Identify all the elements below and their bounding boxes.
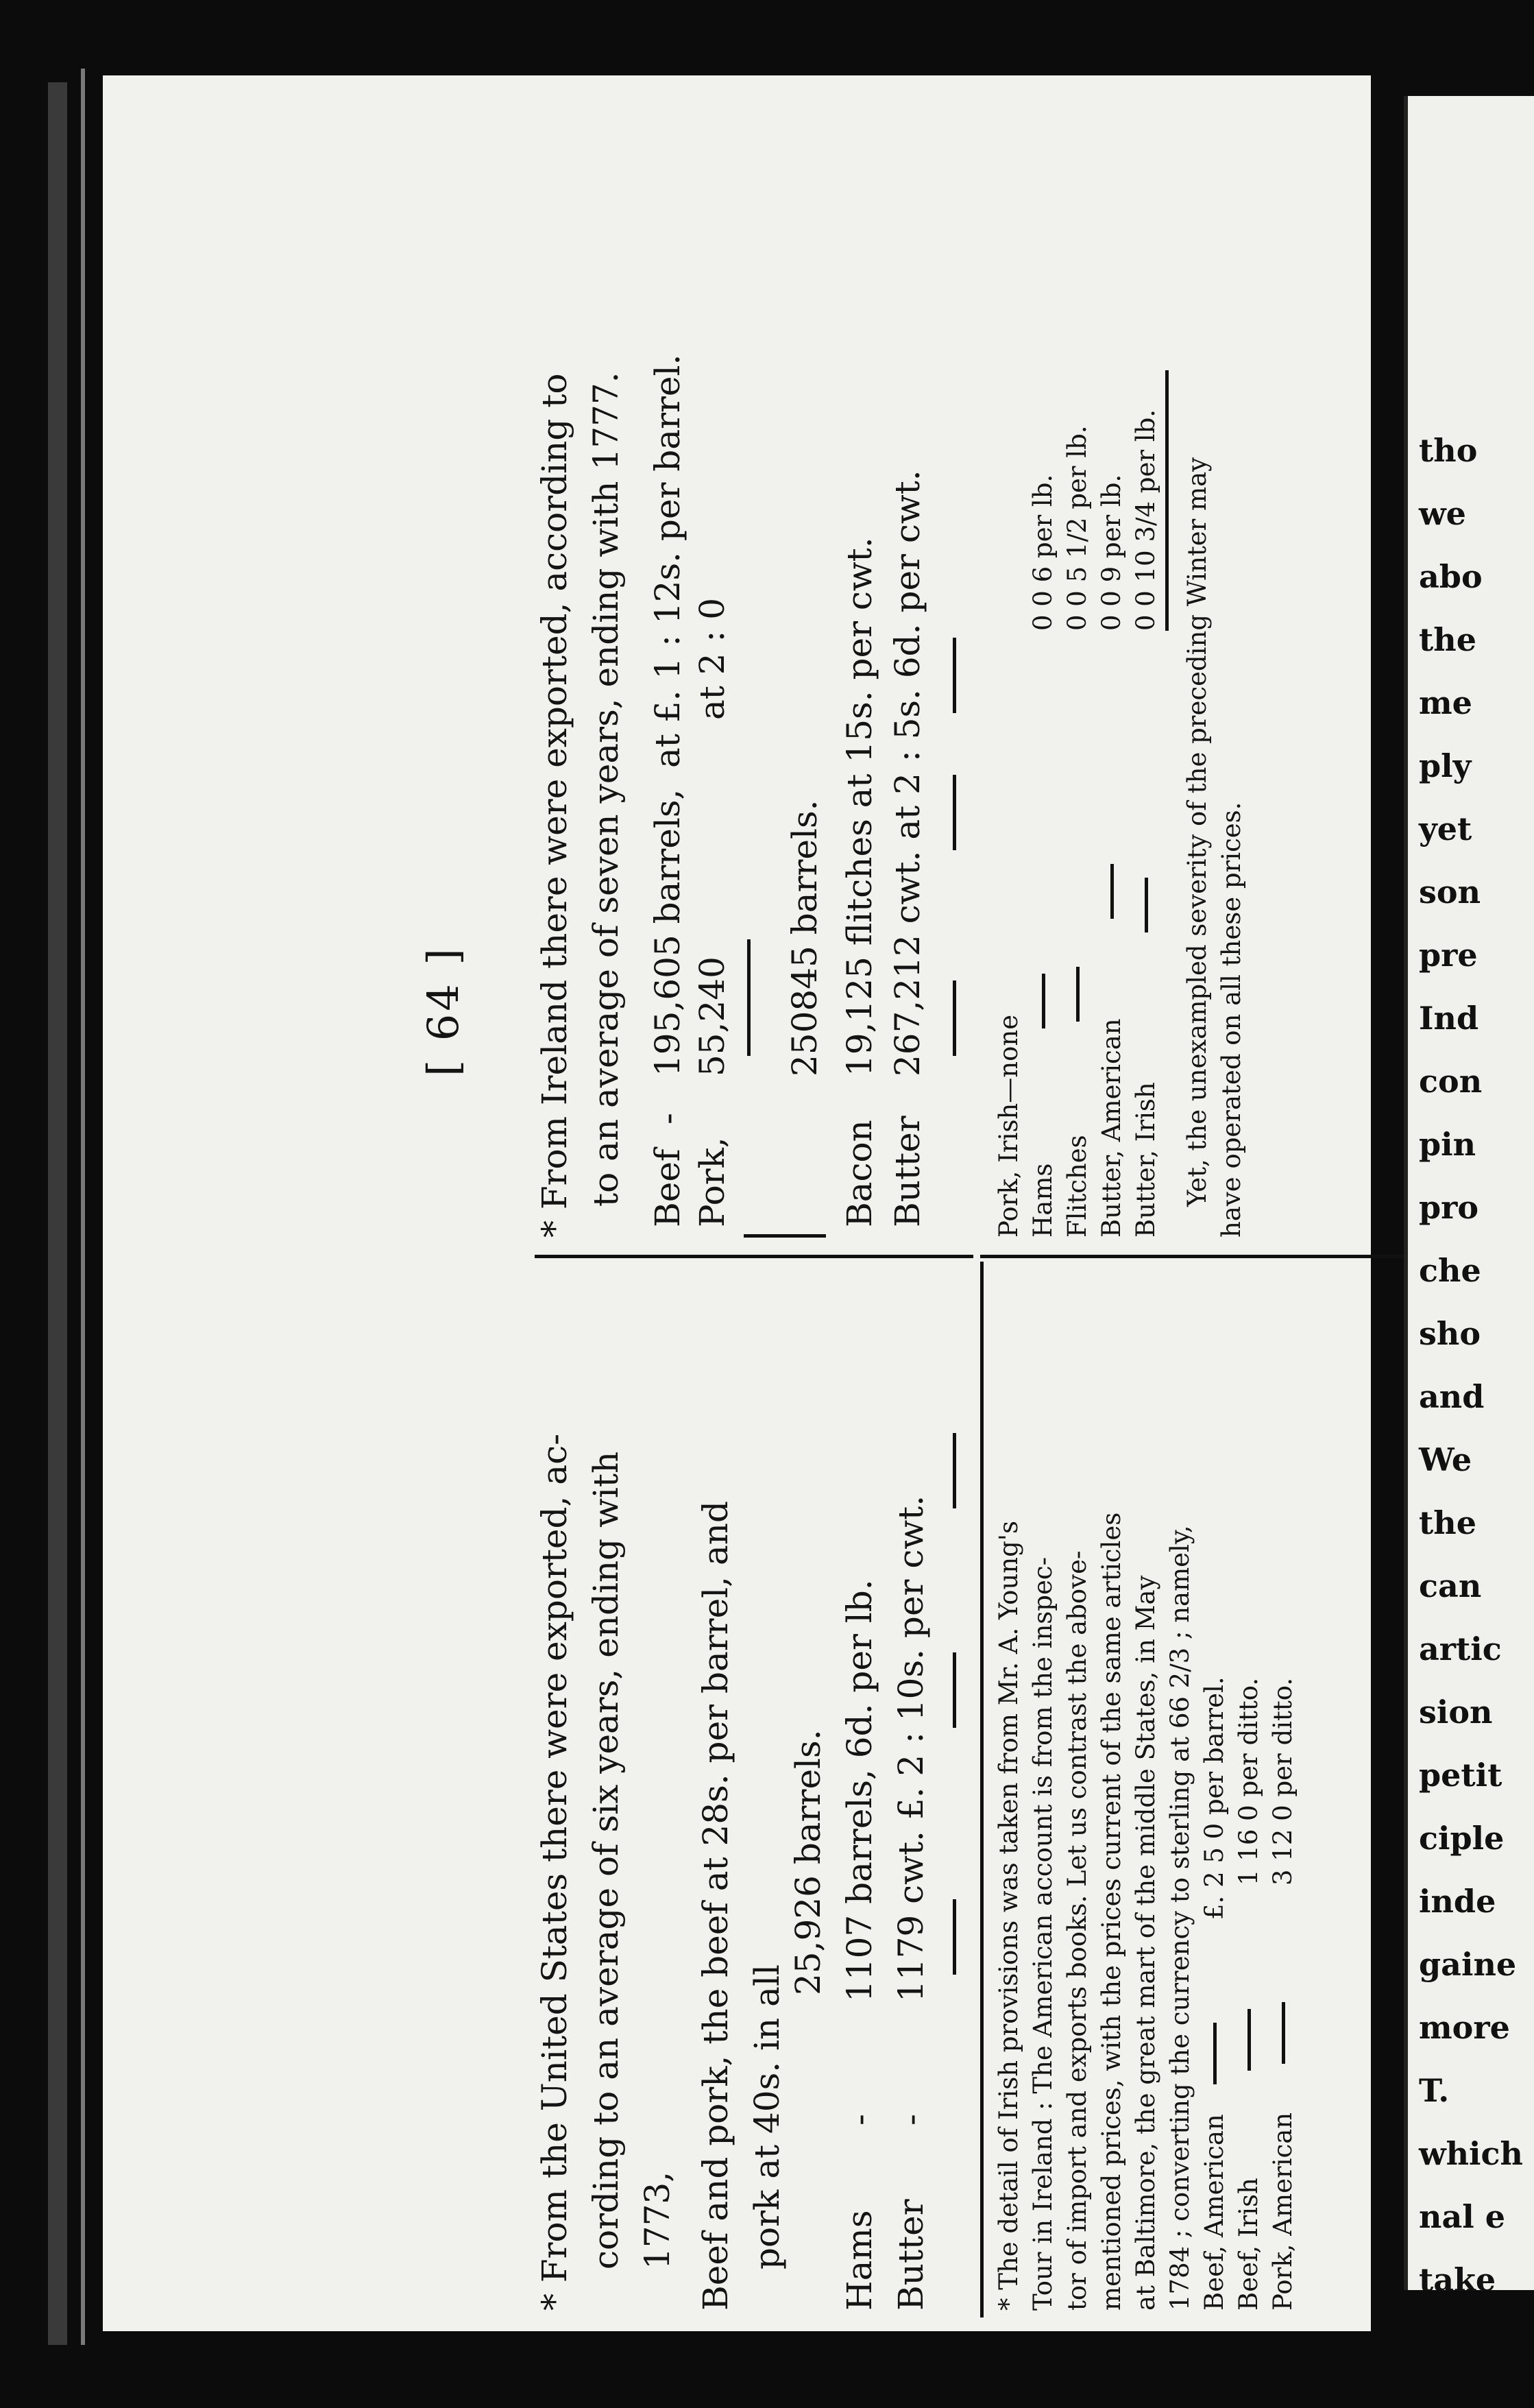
adjacent-page-fragment: the: [1419, 621, 1476, 658]
price-pork-american: 3 12 0 per ditto.: [1268, 1677, 1298, 1886]
adjacent-page-fragment: ply: [1419, 747, 1472, 784]
adjacent-page-fragment: che: [1419, 1252, 1481, 1289]
adjacent-page-fragment: abo: [1419, 558, 1483, 595]
us-butter-value: 1179 cwt. £. 2 : 10s. per cwt.: [891, 1495, 931, 2002]
price-dash-3: [1282, 2002, 1285, 2064]
bacon-label: Bacon: [840, 1120, 879, 1227]
price-item-pork-american: Pork, American: [1268, 2112, 1298, 2311]
pork-qty: 55,240: [692, 956, 732, 1076]
ireland-dash-1: [953, 980, 956, 1056]
beef-pork-line-1: Beef and pork, the beef at 28s. per barrel, and: [696, 1501, 735, 2311]
adjacent-page-edge: [1404, 96, 1534, 2298]
adjacent-page-fragment: sion: [1419, 1694, 1493, 1731]
ireland-butter-value: 267,212 cwt. at 2 : 5s. 6d. per cwt.: [888, 470, 927, 1076]
adjacent-page-fragment: can: [1419, 1567, 1482, 1604]
ireland-butter-label: Butter: [888, 1116, 927, 1227]
adjacent-page-fragment: Ind: [1419, 1000, 1479, 1037]
adjacent-page-fragment: tho: [1419, 432, 1478, 469]
adjacent-page-fragment: the: [1419, 1504, 1476, 1541]
rotated-page-content: [418, 247, 1501, 2359]
adjacent-page-fragment: and: [1419, 1378, 1485, 1415]
ireland-sum-rule: [747, 939, 751, 1056]
adjacent-page-fragment: T.: [1419, 2072, 1450, 2109]
footnote-line-1: * The detail of Irish provisions was taken from Mr. A. Young's: [994, 1521, 1023, 2311]
beef-dash: -: [648, 1113, 687, 1124]
adjacent-page-fragment: me: [1419, 684, 1472, 721]
us-butter-dot: -: [891, 2114, 931, 2126]
hams-label: Hams: [840, 2210, 879, 2311]
closing-line-2: have operated on all these prices.: [1217, 802, 1246, 1238]
adjacent-page-fragment: inde: [1419, 1883, 1496, 1920]
binding-edge: [48, 82, 67, 2345]
right-dash-1: [1042, 974, 1045, 1028]
adjacent-page-fragment: which: [1419, 2135, 1523, 2172]
us-heading-line-2: cording to an average of six years, ending with: [586, 1451, 626, 2269]
ireland-bracket-1: [744, 1234, 826, 1238]
price-item-beef-irish: Beef, Irish: [1234, 2178, 1263, 2311]
adjacent-page-fragment: we: [1419, 495, 1466, 532]
adjacent-page-fragment: more: [1419, 2009, 1510, 2046]
adjacent-page-fragment: ciple: [1419, 1820, 1505, 1857]
beef-label: Beef: [648, 1148, 687, 1227]
adjacent-page-fragment: We: [1419, 1441, 1472, 1478]
ireland-heading-line-1: * From Ireland there were exported, according to: [535, 373, 574, 1238]
adjacent-page-fragment: son: [1419, 874, 1481, 911]
ireland-dash-3: [953, 638, 956, 713]
beef-pork-line-2: pork at 40s. in all: [747, 1964, 787, 2269]
us-dash-3: [953, 1433, 956, 1508]
footnote-line-6: 1784 ; converting the currency to sterling at 66 2/3 ; namely,: [1165, 1525, 1195, 2311]
adjacent-page-fragment: take: [1419, 2261, 1496, 2298]
adjacent-page-fragment: pin: [1419, 1126, 1476, 1163]
footnote-separator: [980, 1255, 1419, 1258]
adjacent-page-fragment: yet: [1419, 810, 1472, 847]
ireland-heading-line-2: to an average of seven years, ending with 1777.: [586, 372, 626, 1207]
right-item-butter-irish: Butter, Irish: [1131, 1082, 1160, 1238]
right-price-hams: 0 0 6 per lb.: [1028, 474, 1058, 631]
adjacent-page-fragment: sho: [1419, 1315, 1481, 1352]
beef-price: at £. 1 : 12s. per barrel.: [648, 354, 687, 768]
adjacent-page-fragment: nal e: [1419, 2198, 1506, 2235]
right-item-hams: Hams: [1028, 1163, 1058, 1238]
price-dash-2: [1247, 2009, 1251, 2071]
right-dash-3: [1110, 864, 1114, 919]
adjacent-page-fragment: pre: [1419, 937, 1478, 974]
bacon-value: 19,125 flitches at 15s. per cwt.: [840, 537, 879, 1076]
ireland-dash-2: [953, 775, 956, 850]
hams-value: 1107 barrels, 6d. per lb.: [840, 1579, 879, 2002]
adjacent-page-fragment: gaine: [1419, 1946, 1517, 1983]
price-item-beef-american: Beef, American: [1200, 2114, 1229, 2311]
price-beef-american: £. 2 5 0 per barrel.: [1200, 1676, 1229, 1920]
right-price-flitches: 0 0 5 1/2 per lb.: [1062, 425, 1092, 631]
right-item-butter-american: Butter, American: [1097, 1018, 1126, 1238]
us-heading-line-1: * From the United States there were exported, ac-: [535, 1433, 574, 2311]
pork-price: at 2 : 0: [692, 597, 732, 720]
right-sum-rule: [1165, 370, 1169, 631]
right-item-flitches: Flitches: [1062, 1135, 1092, 1238]
right-dash-4: [1145, 878, 1148, 932]
right-item-pork-irish: Pork, Irish—none: [994, 1014, 1023, 1238]
page-edge-line: [81, 69, 85, 2345]
right-price-butter-irish: 0 0 10 3/4 per lb.: [1131, 409, 1160, 631]
adjacent-page-fragment: pro: [1419, 1189, 1479, 1226]
page-number: [ 64 ]: [418, 946, 468, 1076]
us-heading-line-3: 1773,: [637, 2171, 677, 2269]
us-dash-1: [953, 1899, 956, 1975]
adjacent-page-fragment: con: [1419, 1063, 1483, 1100]
hams-dot: -: [840, 2114, 879, 2126]
us-butter-label: Butter: [891, 2199, 931, 2311]
us-barrels-total: 25,926 barrels.: [788, 1729, 828, 1995]
footnote-line-3: tor of import and exports books. Let us contrast the above-: [1062, 1550, 1092, 2311]
footnote-line-2: Tour in Ireland : The American account is from the inspec-: [1028, 1556, 1058, 2311]
column-separator: [535, 1255, 973, 1258]
ireland-barrels-total: 250845 barrels.: [785, 799, 825, 1076]
closing-line-1: Yet, the unexampled severity of the preceding Winter may: [1182, 457, 1212, 1207]
pork-label: Pork,: [692, 1137, 732, 1227]
us-dash-2: [953, 1652, 956, 1728]
adjacent-page-fragment: petit: [1419, 1757, 1502, 1794]
beef-qty: 195,605 barrels,: [648, 788, 687, 1076]
page-leaf: [103, 75, 1371, 2331]
adjacent-page-fragment: artic: [1419, 1630, 1502, 1667]
right-price-butter-american: 0 0 9 per lb.: [1097, 474, 1126, 631]
page-gap: [1404, 96, 1408, 2290]
price-dash-1: [1213, 2023, 1217, 2084]
footnote-rule: [980, 1262, 984, 2317]
price-beef-irish: 1 16 0 per ditto.: [1234, 1677, 1263, 1886]
footnote-line-4: mentioned prices, with the prices current of the same articles: [1097, 1512, 1126, 2311]
footnote-line-5: at Baltimore, the great mart of the middle States, in May: [1131, 1575, 1160, 2311]
right-dash-2: [1076, 967, 1080, 1022]
